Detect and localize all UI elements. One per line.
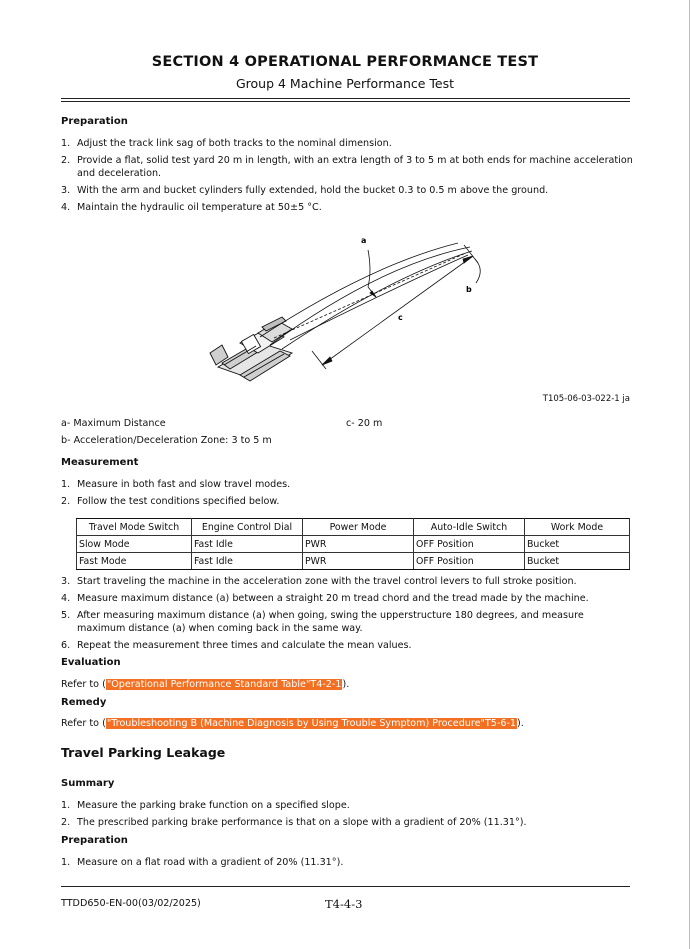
label-b: b xyxy=(466,285,472,294)
list-item xyxy=(61,478,633,491)
table-cell: PWR xyxy=(303,553,414,570)
step-text: Provide a flat, solid test yard 20 m in length, with an extra length of 3 to 5 m at both ends for machine acceleration and deceleration. xyxy=(77,155,633,179)
header-rule xyxy=(61,98,630,102)
step-number: 4. xyxy=(61,593,71,604)
step-text: Measure in both fast and slow travel modes. xyxy=(77,479,291,490)
list-item xyxy=(61,154,633,180)
table-cell: Fast Idle xyxy=(192,553,303,570)
step-number: 1. xyxy=(61,857,71,868)
evaluation-suffix: ). xyxy=(342,679,350,690)
remedy-heading: Remedy xyxy=(61,697,107,708)
table-cell: OFF Position xyxy=(414,553,525,570)
step-number: 5. xyxy=(61,610,71,621)
dimension-a xyxy=(368,250,376,297)
column-header: Auto-Idle Switch xyxy=(414,519,525,536)
step-number: 2. xyxy=(61,817,71,828)
list-item xyxy=(61,799,633,812)
column-header: Travel Mode Switch xyxy=(77,519,192,536)
test-conditions-table xyxy=(76,518,630,570)
list-item xyxy=(61,201,633,214)
legend-b: b- Acceleration/Deceleration Zone: 3 to 5 m xyxy=(61,435,272,446)
list-item xyxy=(61,609,633,635)
step-text: Measure the parking brake function on a specified slope. xyxy=(77,800,350,811)
column-header: Work Mode xyxy=(525,519,630,536)
dimension-b xyxy=(475,259,480,283)
table-cell: Bucket xyxy=(525,553,630,570)
table-cell: Fast Idle xyxy=(192,536,303,553)
step-text: Adjust the track link sag of both tracks to the nominal dimension. xyxy=(77,138,392,149)
preparation-heading: Preparation xyxy=(61,116,128,127)
table-cell: PWR xyxy=(303,536,414,553)
footer-rule xyxy=(61,886,630,887)
summary-steps xyxy=(61,799,633,833)
measurement-steps-before xyxy=(61,478,633,512)
remedy-prefix: Refer to ( xyxy=(61,718,106,729)
step-number: 4. xyxy=(61,202,71,213)
footer-document-id: TTDD650-EN-00(03/02/2025) xyxy=(61,898,201,909)
list-item xyxy=(61,856,633,869)
list-item xyxy=(61,639,633,652)
list-item xyxy=(61,137,633,150)
table-row xyxy=(77,553,630,570)
evaluation-link[interactable]: "Operational Performance Standard Table"T4-2-1 xyxy=(106,679,342,690)
table-cell: Bucket xyxy=(525,536,630,553)
table-row xyxy=(77,536,630,553)
remedy-suffix: ). xyxy=(517,718,524,729)
legend-a: a- Maximum Distance xyxy=(61,418,166,429)
step-text: After measuring maximum distance (a) when going, swing the upperstructure 180 degrees, and measure maximum distance (a) when coming back in the same way. xyxy=(77,610,584,634)
parking-preparation-heading: Preparation xyxy=(61,835,128,846)
step-text: Start traveling the machine in the acceleration zone with the travel control levers to full stroke position. xyxy=(77,576,577,587)
step-text: The prescribed parking brake performance is that on a slope with a gradient of 20% (11.31°). xyxy=(77,817,527,828)
step-number: 6. xyxy=(61,640,71,651)
column-header: Power Mode xyxy=(303,519,414,536)
table-header-row xyxy=(77,519,630,536)
list-item xyxy=(61,495,633,508)
step-text: Measure on a flat road with a gradient of 20% (11.31°). xyxy=(77,857,344,868)
evaluation-prefix: Refer to ( xyxy=(61,679,106,690)
step-number: 3. xyxy=(61,185,71,196)
step-number: 3. xyxy=(61,576,71,587)
list-item xyxy=(61,592,633,605)
table-cell: Fast Mode xyxy=(77,553,192,570)
label-a: a xyxy=(361,236,367,245)
travel-parking-leakage-title: Travel Parking Leakage xyxy=(61,745,226,760)
step-text: With the arm and bucket cylinders fully extended, hold the bucket 0.3 to 0.5 m above the ground. xyxy=(77,185,549,196)
measurement-heading: Measurement xyxy=(61,457,139,468)
group-subtitle: Group 4 Machine Performance Test xyxy=(235,76,455,91)
step-text: Measure maximum distance (a) between a straight 20 m tread chord and the tread made by the machine. xyxy=(77,593,589,604)
column-header: Engine Control Dial xyxy=(192,519,303,536)
step-text: Follow the test conditions specified below. xyxy=(77,496,280,507)
measurement-steps-after xyxy=(61,575,633,656)
step-number: 1. xyxy=(61,479,71,490)
parking-preparation-steps xyxy=(61,856,633,873)
table-cell: OFF Position xyxy=(414,536,525,553)
step-text: Maintain the hydraulic oil temperature at 50±5 °C. xyxy=(77,202,322,213)
step-number: 2. xyxy=(61,496,71,507)
remedy-link[interactable]: "Troubleshooting B (Machine Diagnosis by Using Trouble Symptom) Procedure"T5-6-1 xyxy=(106,718,517,729)
legend-c: c- 20 m xyxy=(346,418,383,429)
travel-deviation-diagram xyxy=(200,225,500,390)
evaluation-text xyxy=(61,678,349,691)
step-number: 2. xyxy=(61,155,71,166)
list-item xyxy=(61,816,633,829)
list-item xyxy=(61,575,633,588)
step-text: Repeat the measurement three times and calculate the mean values. xyxy=(77,640,412,651)
section-title: SECTION 4 OPERATIONAL PERFORMANCE TEST xyxy=(151,54,539,70)
list-item xyxy=(61,184,633,197)
remedy-text xyxy=(61,717,524,730)
step-number: 1. xyxy=(61,138,71,149)
page-number: T4-4-3 xyxy=(325,897,363,911)
figure-id: T105-06-03-022-1 ja xyxy=(542,394,630,404)
summary-heading: Summary xyxy=(61,778,115,789)
evaluation-heading: Evaluation xyxy=(61,657,121,668)
label-c: c xyxy=(398,313,403,322)
preparation-steps xyxy=(61,137,633,218)
table-cell: Slow Mode xyxy=(77,536,192,553)
machine-illustration xyxy=(210,317,292,381)
step-number: 1. xyxy=(61,800,71,811)
